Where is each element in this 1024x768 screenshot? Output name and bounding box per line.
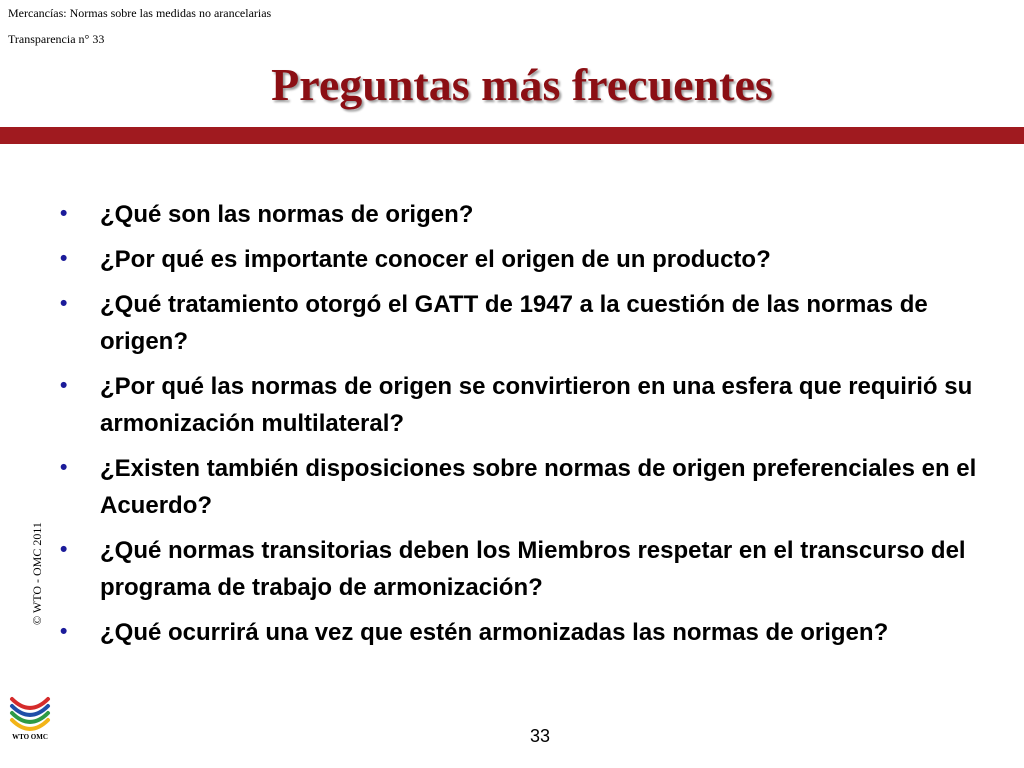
question-text: ¿Qué ocurrirá una vez que estén armonizadas las normas de origen? (100, 619, 889, 646)
question-text: ¿Qué tratamiento otorgó el GATT de 1947 a la cuestión de las normas de origen? (100, 291, 928, 355)
question-item (58, 450, 998, 524)
question-text: ¿Por qué es importante conocer el origen de un producto? (100, 246, 771, 273)
bullet-icon: • (60, 292, 68, 315)
header-document-title: Mercancías: Normas sobre las medidas no arancelarias (8, 6, 272, 20)
bullet-icon: • (60, 247, 68, 270)
bullet-icon: • (60, 374, 68, 397)
question-item (58, 368, 998, 442)
question-text: ¿Por qué las normas de origen se convirtieron en una esfera que requirió su armonización multilateral? (100, 373, 973, 437)
bullet-icon: • (60, 538, 68, 561)
question-item (58, 286, 998, 360)
question-text: ¿Qué normas transitorias deben los Miembros respetar en el transcurso del programa de trabajo de armonización? (100, 537, 966, 601)
header-slide-number: Transparencia n° 33 (8, 32, 105, 46)
slide-title: Preguntas más frecuentes (271, 59, 773, 110)
question-item (58, 532, 998, 606)
bullet-icon: • (60, 202, 68, 225)
question-item (58, 196, 998, 233)
question-list (58, 196, 998, 659)
question-item (58, 241, 998, 278)
bullet-icon: • (60, 620, 68, 643)
bullet-icon: • (60, 456, 68, 479)
page-number: 33 (529, 726, 551, 746)
question-item (58, 614, 998, 651)
question-text: ¿Existen también disposiciones sobre normas de origen preferenciales en el Acuerdo? (100, 455, 977, 519)
copyright-notice: © WTO - OMC 2011 (30, 522, 44, 625)
question-text: ¿Qué son las normas de origen? (100, 201, 474, 228)
title-divider (0, 127, 1024, 144)
logo-caption: WTO OMC (12, 733, 48, 741)
